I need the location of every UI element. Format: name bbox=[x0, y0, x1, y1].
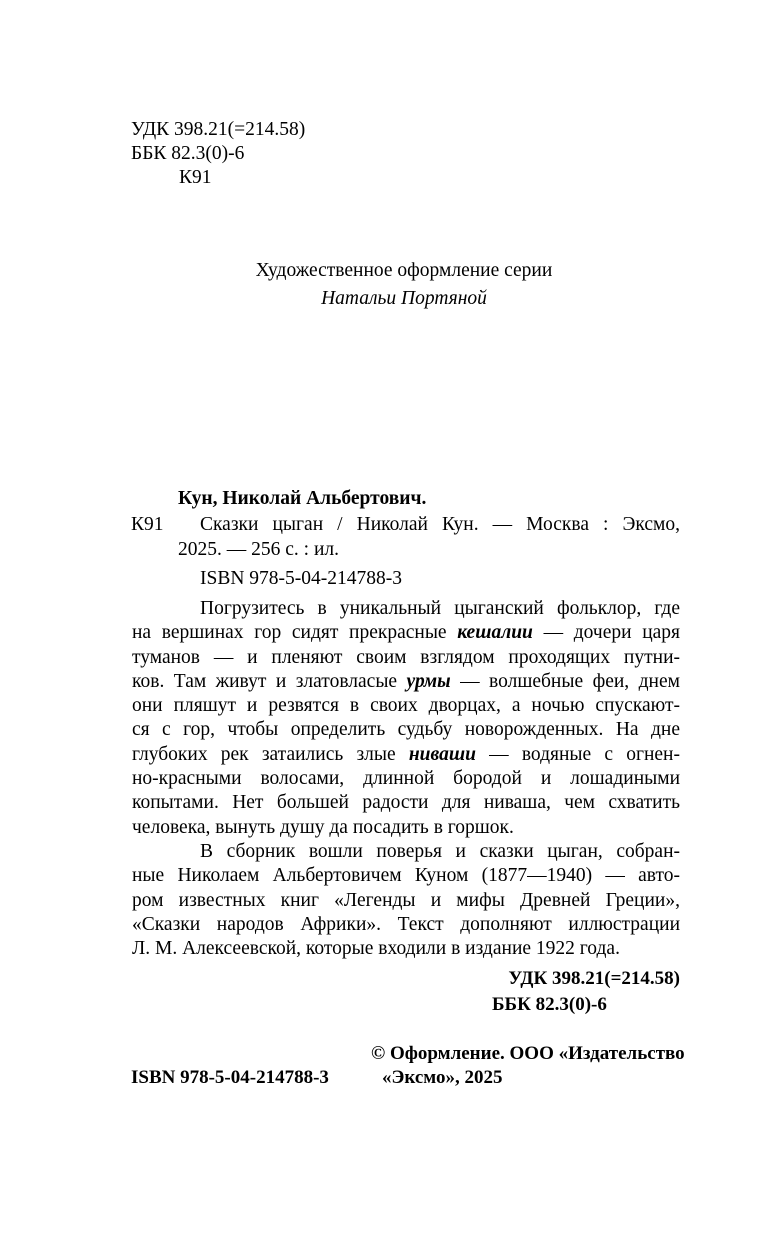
annotation bbox=[132, 597, 680, 961]
annotation-line: ром известных книг «Легенды и мифы Древней Греции», bbox=[132, 889, 680, 911]
annotation-line: человека, вынуть душу да посадить в горшок. bbox=[132, 816, 514, 838]
annotation-line: глубоких рек затаились злые ниваши — водяные с огнен- bbox=[132, 743, 680, 765]
annotation-line: Л. М. Алексеевской, которые входили в издание 1922 года. bbox=[132, 938, 620, 960]
term-urmy: урмы bbox=[406, 670, 451, 692]
footer-bbk: ББК 82.3(0)-6 bbox=[492, 994, 607, 1015]
copyright-line2: «Эксмо», 2025 bbox=[382, 1067, 503, 1088]
design-credit-name: Натальи Портяной bbox=[321, 288, 487, 309]
udk-code: УДК 398.21(=214.58) bbox=[131, 119, 306, 140]
annotation-line: В сборник вошли поверья и сказки цыган, собран- bbox=[200, 840, 680, 862]
catalog-entry-line2: 2025. — 256 с. : ил. bbox=[178, 539, 339, 560]
catalog-entry-line1: Сказки цыган / Николай Кун. — Москва : Эксмо, bbox=[200, 514, 680, 535]
annotation-line: ков. Там живут и златовласые урмы — волшебные феи, днем bbox=[132, 670, 680, 692]
annotation-line: они пляшут и резвятся в своих дворцах, а ночью спускают- bbox=[132, 695, 680, 717]
design-credit-line1: Художественное оформление серии bbox=[255, 260, 553, 281]
annotation-line: ные Николаем Альбертовичем Куном (1877—1940) — авто- bbox=[132, 865, 680, 887]
catalog-author: Кун, Николай Альбертович. bbox=[178, 488, 427, 509]
catalog-isbn: ISBN 978-5-04-214788-3 bbox=[200, 568, 403, 589]
copyright-line1: © Оформление. ООО «Издательство bbox=[371, 1043, 685, 1064]
annotation-line: «Сказки народов Африки». Текст дополняют иллюстрации bbox=[132, 913, 680, 935]
annotation-line: Погрузитесь в уникальный цыганский фольклор, где bbox=[200, 598, 680, 619]
term-nivashi: ниваши bbox=[408, 743, 476, 765]
annotation-line: но-красными волосами, длинной бородой и лошадиными bbox=[132, 768, 680, 790]
author-mark: К91 bbox=[179, 167, 212, 188]
term-keshalii: кешалии bbox=[457, 622, 533, 644]
footer-udk: УДК 398.21(=214.58) bbox=[508, 968, 680, 989]
catalog-mark: К91 bbox=[131, 514, 164, 535]
annotation-line: туманов — и пленяют своим взглядом проходящих путни- bbox=[132, 646, 680, 668]
annotation-line: ся с гор, чтобы определить судьбу новорожденных. На дне bbox=[132, 719, 680, 741]
annotation-line: на вершинах гор сидят прекрасные кешалии — дочери царя bbox=[132, 622, 680, 644]
bbk-code: ББК 82.3(0)-6 bbox=[131, 143, 245, 164]
annotation-line: копытами. Нет большей радости для ниваша, чем схватить bbox=[132, 792, 680, 814]
footer-isbn: ISBN 978-5-04-214788-3 bbox=[131, 1067, 329, 1088]
